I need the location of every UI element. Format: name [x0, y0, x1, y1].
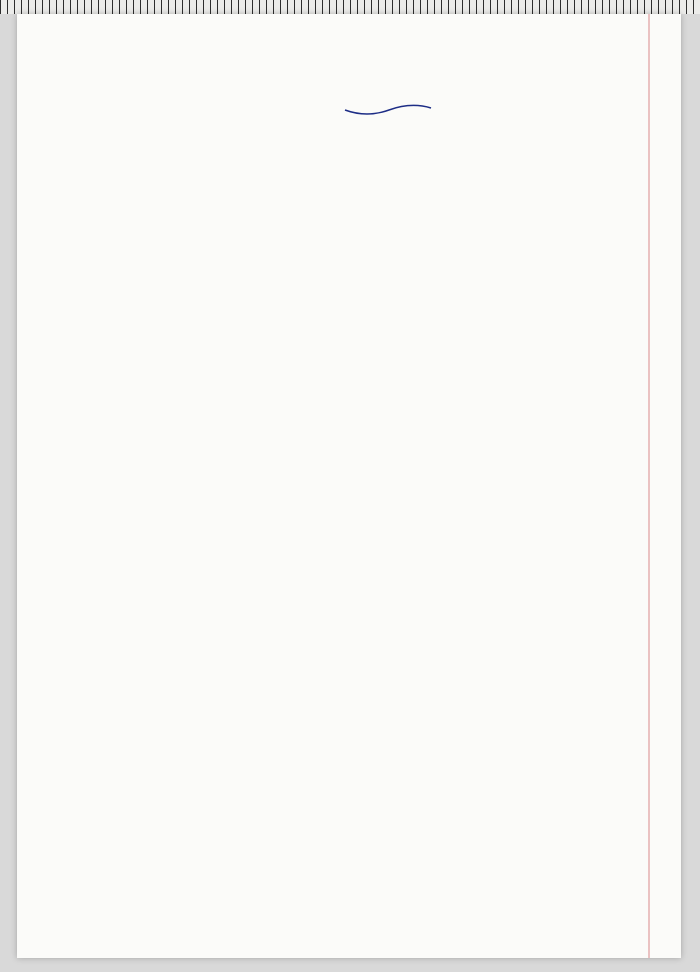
handwritten-page: [17, 14, 681, 958]
heading-underline: [345, 105, 431, 114]
scan-ruler: [0, 0, 700, 14]
ruled-lines: [17, 14, 681, 958]
scan-color-calibration-bar: [0, 958, 700, 972]
